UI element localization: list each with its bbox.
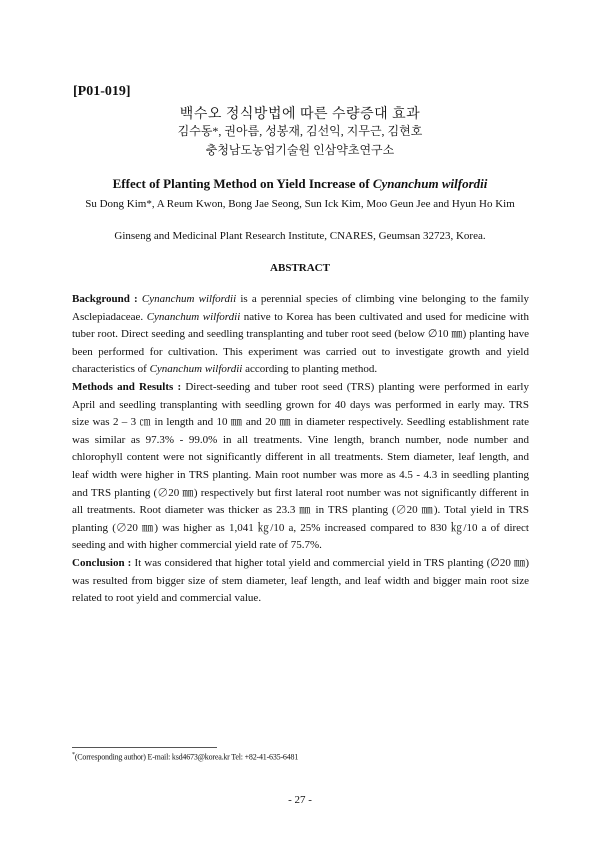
- footnote-divider: [72, 747, 217, 748]
- abstract-body: [72, 291, 529, 608]
- methods-paragraph: [72, 379, 529, 555]
- species-name: Cynanchum wilfordii: [149, 363, 243, 376]
- page-number: - 27 -: [288, 794, 312, 806]
- korean-authors: 김수동*, 권아름, 성봉재, 김선익, 지무근, 김현호: [177, 124, 423, 138]
- english-title-species: Cynanchum wilfordii: [372, 176, 488, 191]
- background-text-4: according to planting method.: [242, 363, 378, 376]
- conclusion-label: Conclusion :: [72, 556, 132, 569]
- corresponding-author-footnote: [72, 752, 298, 762]
- background-text-3: native to Korea has been cultivated and used for medicine with tuber root. Direct seeding and seedling transplanting and tuber root seed (below ∅10 ㎜) planting have been performed for cultivation. This experiment was carried out to investigate growth and yield characteristics of: [72, 310, 529, 376]
- species-name: Cynanchum wilfordii: [141, 293, 237, 305]
- background-text-2: is a perennial species of climbing vine belonging to the family Asclepiadaceae.: [72, 293, 529, 323]
- english-affiliation: Ginseng and Medicinal Plant Research Institute, CNARES, Geumsan 32723, Korea.: [114, 230, 486, 242]
- conclusion-paragraph: [72, 555, 529, 608]
- poster-code: [P01-019]: [73, 84, 131, 99]
- footnote-mark: *: [72, 752, 75, 758]
- species-name: Cynanchum wilfordii: [146, 310, 241, 323]
- background-label: Background :: [72, 293, 138, 305]
- korean-affiliation: 충청남도농업기술원 인삼약초연구소: [205, 143, 395, 157]
- methods-label: Methods and Results :: [72, 380, 182, 393]
- abstract-heading: ABSTRACT: [270, 262, 330, 274]
- methods-text: Direct-seeding and tuber root seed (TRS) planting were performed in early April and seedling transplanting with seedling grown for 40 days was performed in early may. TRS size was 2 – 3 ㎝ in length and 10 ㎜ and 20 ㎜ in diameter respectively. Seedling establishment rate was similar as 97.3% - 99.0% in all treatments. Vine length, branch number, node number and chlorophyll content were not significantly different in all treatments. Stem diameter, leaf length, and leaf width were higher in TRS planting. Main root number was more as 4.5 - 4.3 in seedling planting and TRS planting (∅20 ㎜) respectively but first lateral root number was not significantly different in all treatments. Root diameter was thicker as 23.3 ㎜ in TRS planting (∅20 ㎜). Total yield in TRS planting (∅20 ㎜) was higher as 1,041 ㎏/10 a, 25% increased compared to 830 ㎏/10 a of direct seeding and with higher commercial yield rate of 75.7%.: [72, 380, 529, 552]
- background-paragraph: [72, 291, 529, 379]
- footnote-text: (Corresponding author) E-mail: ksd4673@korea.kr Tel: +82-41-635-6481: [74, 752, 299, 762]
- korean-title: 백수오 정식방법에 따른 수량증대 효과: [179, 107, 421, 122]
- conclusion-text: It was considered that higher total yield and commercial yield in TRS planting (∅20 ㎜) was resulted from bigger size of stem diameter, leaf length, and leaf width and bigger main root size related to root yield and commercial value.: [72, 556, 529, 605]
- english-title-text: Effect of Planting Method on Yield Increase of: [112, 176, 373, 191]
- english-title: [0, 176, 600, 192]
- english-authors: Su Dong Kim*, A Reum Kwon, Bong Jae Seong, Sun Ick Kim, Moo Geun Jee and Hyun Ho Kim: [85, 198, 515, 210]
